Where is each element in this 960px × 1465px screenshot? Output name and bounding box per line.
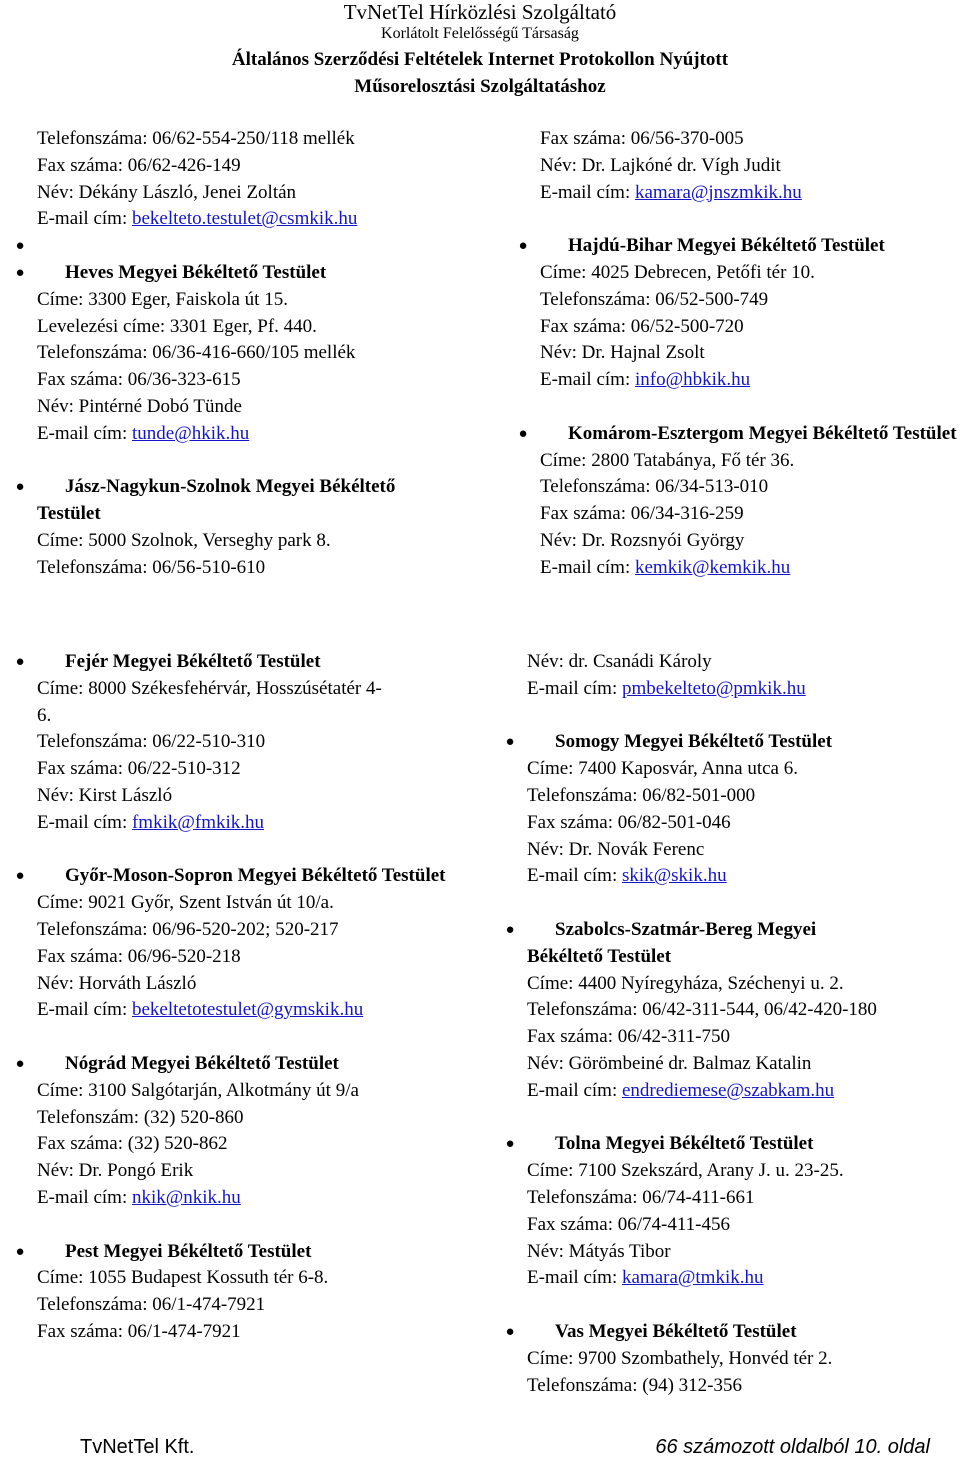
text-line: Fax száma: 06/74-411-456	[527, 1213, 730, 1235]
section-vas	[505, 1319, 957, 1399]
email-line	[37, 421, 487, 448]
email-label: E-mail cím:	[527, 865, 622, 887]
text-line: Név: Dr. Novák Ferenc	[527, 838, 705, 860]
section-nograd	[15, 1051, 477, 1212]
email-line	[540, 180, 960, 207]
text-line: Címe: 7400 Kaposvár, Anna utca 6.	[527, 758, 798, 780]
text-line: Fax száma: 06/42-311-750	[527, 1026, 730, 1048]
email-label: E-mail cím:	[37, 422, 132, 444]
text-line: Név: Dr. Hajnal Zsolt	[540, 342, 705, 364]
text-line: Név: Dr. Pongó Erik	[37, 1160, 194, 1182]
text-line: Név: Görömbeiné dr. Balmaz Katalin	[527, 1052, 812, 1074]
email-label: E-mail cím:	[527, 1079, 622, 1101]
email-line	[540, 555, 960, 582]
column-top-right	[518, 126, 960, 582]
email-link[interactable]: kemkik@kemkik.hu	[634, 556, 791, 578]
footer-page-number: 66 számozott oldalból 10. oldal	[655, 1436, 930, 1458]
header-company-name: TvNetTel Hírközlési Szolgáltató	[343, 0, 617, 24]
section-somogy	[505, 729, 957, 890]
text-line: Név: Pintérné Dobó Tünde	[37, 395, 242, 417]
email-link[interactable]: nkik@nkik.hu	[131, 1186, 241, 1208]
section-title: Vas Megyei Békéltető Testület	[555, 1320, 797, 1342]
section-title: Komárom-Esztergom Megyei Békéltető Testület	[568, 422, 957, 444]
bullet-icon: ●	[505, 734, 515, 751]
email-line	[527, 1265, 957, 1292]
text-line: Fax száma: 06/62-426-149	[37, 154, 241, 176]
text-line: Telefonszáma: 06/34-513-010	[540, 476, 769, 498]
text-line: Fax száma: 06/52-500-720	[540, 315, 744, 337]
section-title: Tolna Megyei Békéltető Testület	[555, 1133, 814, 1155]
section-title: Fejér Megyei Békéltető Testület	[65, 651, 321, 672]
bullet-icon: ●	[15, 654, 25, 670]
bullet-icon: ●	[505, 1323, 515, 1340]
section-title: Heves Megyei Békéltető Testület	[65, 261, 327, 283]
text-line: Telefonszám: (32) 520-860	[37, 1106, 244, 1128]
email-line	[527, 676, 957, 703]
text-line: Telefonszáma: 06/42-311-544, 06/42-420-180	[527, 999, 877, 1021]
email-label: E-mail cím:	[527, 1267, 622, 1289]
text-line: Telefonszáma: 06/1-474-7921	[37, 1294, 266, 1316]
bullet-icon: ●	[518, 238, 528, 255]
text-line: Fax száma: 06/82-501-046	[527, 811, 731, 833]
email-label: E-mail cím:	[37, 208, 132, 230]
text-line: Név: Dr. Lajkóné dr. Vígh Judit	[540, 154, 781, 176]
email-link[interactable]: bekeltetotestulet@gymskik.hu	[131, 999, 364, 1021]
section-title: Somogy Megyei Békéltető Testület	[555, 731, 833, 753]
bullet-icon: ●	[505, 1136, 515, 1153]
text-line: Név: Kirst László	[37, 784, 173, 806]
text-line: Telefonszáma: 06/62-554-250/118 mellék	[37, 128, 355, 149]
text-line: Név: Mátyás Tibor	[527, 1240, 671, 1262]
email-link[interactable]: bekelteto.testulet@csmkik.hu	[131, 208, 358, 230]
text-line: Fax száma: 06/22-510-312	[37, 758, 241, 780]
text-line: Fax száma: 06/36-323-615	[37, 369, 241, 391]
section-title: Győr-Moson-Sopron Megyei Békéltető Testület	[65, 865, 446, 887]
section-title: Hajdú-Bihar Megyei Békéltető Testület	[568, 235, 885, 257]
text-line: Címe: 7100 Szekszárd, Arany J. u. 23-25.	[527, 1160, 844, 1182]
text-line: Fax száma: 06/34-316-259	[540, 503, 744, 525]
text-line: Telefonszáma: 06/52-500-749	[540, 288, 769, 310]
text-line: Címe: 9021 Győr, Szent István út 10/a.	[37, 892, 334, 914]
section-jasz	[15, 474, 487, 581]
email-line	[37, 810, 477, 837]
header-document-subtitle: Műsorelosztási Szolgáltatáshoz	[354, 76, 606, 97]
email-label: E-mail cím:	[527, 677, 622, 699]
header-company-form: Korlátolt Felelősségű Társaság	[381, 25, 579, 42]
bullet-icon: ●	[518, 425, 528, 442]
email-link[interactable]: kamara@jnszmkik.hu	[634, 181, 802, 203]
email-label: E-mail cím:	[37, 811, 132, 833]
text-line: Fax száma: 06/96-520-218	[37, 945, 241, 967]
column-bottom-right	[505, 649, 957, 1399]
section-szabolcs	[505, 917, 957, 1105]
email-label: E-mail cím:	[37, 999, 132, 1021]
email-line	[37, 997, 477, 1024]
section-komarom	[518, 421, 960, 582]
text-line: 6.	[37, 704, 52, 726]
text-line: Címe: 8000 Székesfehérvár, Hosszúsétatér 4-	[37, 677, 382, 699]
section-title: Jász-Nagykun-Szolnok Megyei Békéltető Testület	[37, 476, 396, 525]
text-line: Fax száma: 06/56-370-005	[540, 128, 744, 149]
text-line: Címe: 9700 Szombathely, Honvéd tér 2.	[527, 1347, 833, 1369]
email-link[interactable]: kamara@tmkik.hu	[621, 1267, 764, 1289]
text-line: Fax száma: (32) 520-862	[37, 1133, 228, 1155]
email-line	[37, 206, 487, 233]
email-link[interactable]: info@hbkik.hu	[634, 369, 751, 391]
section-hajdu	[518, 233, 960, 394]
text-line: Címe: 2800 Tatabánya, Fő tér 36.	[540, 449, 795, 471]
email-label: E-mail cím:	[540, 181, 635, 203]
footer-company: TvNetTel Kft.	[80, 1436, 195, 1458]
text-line: Telefonszáma: 06/56-510-610	[37, 556, 266, 578]
bullet-icon: ●	[15, 238, 25, 255]
header-document-title: Általános Szerződési Feltételek Internet Protokollon Nyújtott	[231, 49, 729, 70]
text-line: Címe: 1055 Budapest Kossuth tér 6-8.	[37, 1267, 329, 1289]
section-title: Nógrád Megyei Békéltető Testület	[65, 1052, 339, 1074]
column-bottom-left	[15, 649, 477, 1346]
text-line: Telefonszáma: (94) 312-356	[527, 1374, 742, 1396]
section-title: Pest Megyei Békéltető Testület	[65, 1240, 312, 1262]
email-label: E-mail cím:	[37, 1186, 132, 1208]
section-heves	[15, 260, 487, 448]
bullet-icon: ●	[15, 1243, 25, 1260]
email-line	[527, 1078, 957, 1105]
text-line: Név: dr. Csanádi Károly	[527, 651, 712, 672]
empty-bullet-item	[15, 233, 487, 260]
text-line: Telefonszáma: 06/96-520-202; 520-217	[37, 918, 339, 940]
text-line: Név: Dr. Rozsnyói György	[540, 529, 745, 551]
email-line	[527, 863, 957, 890]
email-link[interactable]: endrediemese@szabkam.hu	[621, 1079, 835, 1101]
section-tolna	[505, 1131, 957, 1292]
text-line: Telefonszáma: 06/82-501-000	[527, 784, 756, 806]
section-pest	[15, 1239, 477, 1346]
text-line: Címe: 3100 Salgótarján, Alkotmány út 9/a	[37, 1079, 359, 1101]
email-line	[540, 367, 960, 394]
email-link[interactable]: tunde@hkik.hu	[131, 422, 250, 444]
text-line: Címe: 4400 Nyíregyháza, Széchenyi u. 2.	[527, 972, 844, 994]
text-line: Fax száma: 06/1-474-7921	[37, 1320, 241, 1342]
email-link[interactable]: skik@skik.hu	[621, 865, 727, 887]
bullet-icon: ●	[15, 1055, 25, 1072]
text-line: Címe: 5000 Szolnok, Verseghy park 8.	[37, 529, 331, 551]
text-line: Telefonszáma: 06/22-510-310	[37, 731, 266, 753]
text-line: Telefonszáma: 06/36-416-660/105 mellék	[37, 342, 356, 364]
text-line: Név: Dékány László, Jenei Zoltán	[37, 181, 297, 203]
bullet-icon: ●	[15, 479, 25, 496]
text-line: Címe: 4025 Debrecen, Petőfi tér 10.	[540, 261, 815, 283]
text-line: Címe: 3300 Eger, Faiskola út 15.	[37, 288, 288, 310]
bullet-icon: ●	[15, 264, 25, 281]
email-link[interactable]: pmbekelteto@pmkik.hu	[621, 677, 806, 699]
email-label: E-mail cím:	[540, 556, 635, 578]
email-line	[37, 1185, 477, 1212]
bullet-icon: ●	[505, 921, 515, 938]
section-fejer	[15, 649, 477, 837]
text-line: Név: Horváth László	[37, 972, 197, 994]
column-top-left	[15, 126, 487, 582]
bullet-icon: ●	[15, 868, 25, 885]
email-label: E-mail cím:	[540, 369, 635, 391]
section-gyor	[15, 863, 477, 1024]
text-line: Telefonszáma: 06/74-411-661	[527, 1186, 755, 1208]
section-title: Szabolcs-Szatmár-Bereg Megyei Békéltető Testület	[527, 918, 817, 967]
email-link[interactable]: fmkik@fmkik.hu	[131, 811, 265, 833]
text-line: Levelezési címe: 3301 Eger, Pf. 440.	[37, 315, 317, 337]
